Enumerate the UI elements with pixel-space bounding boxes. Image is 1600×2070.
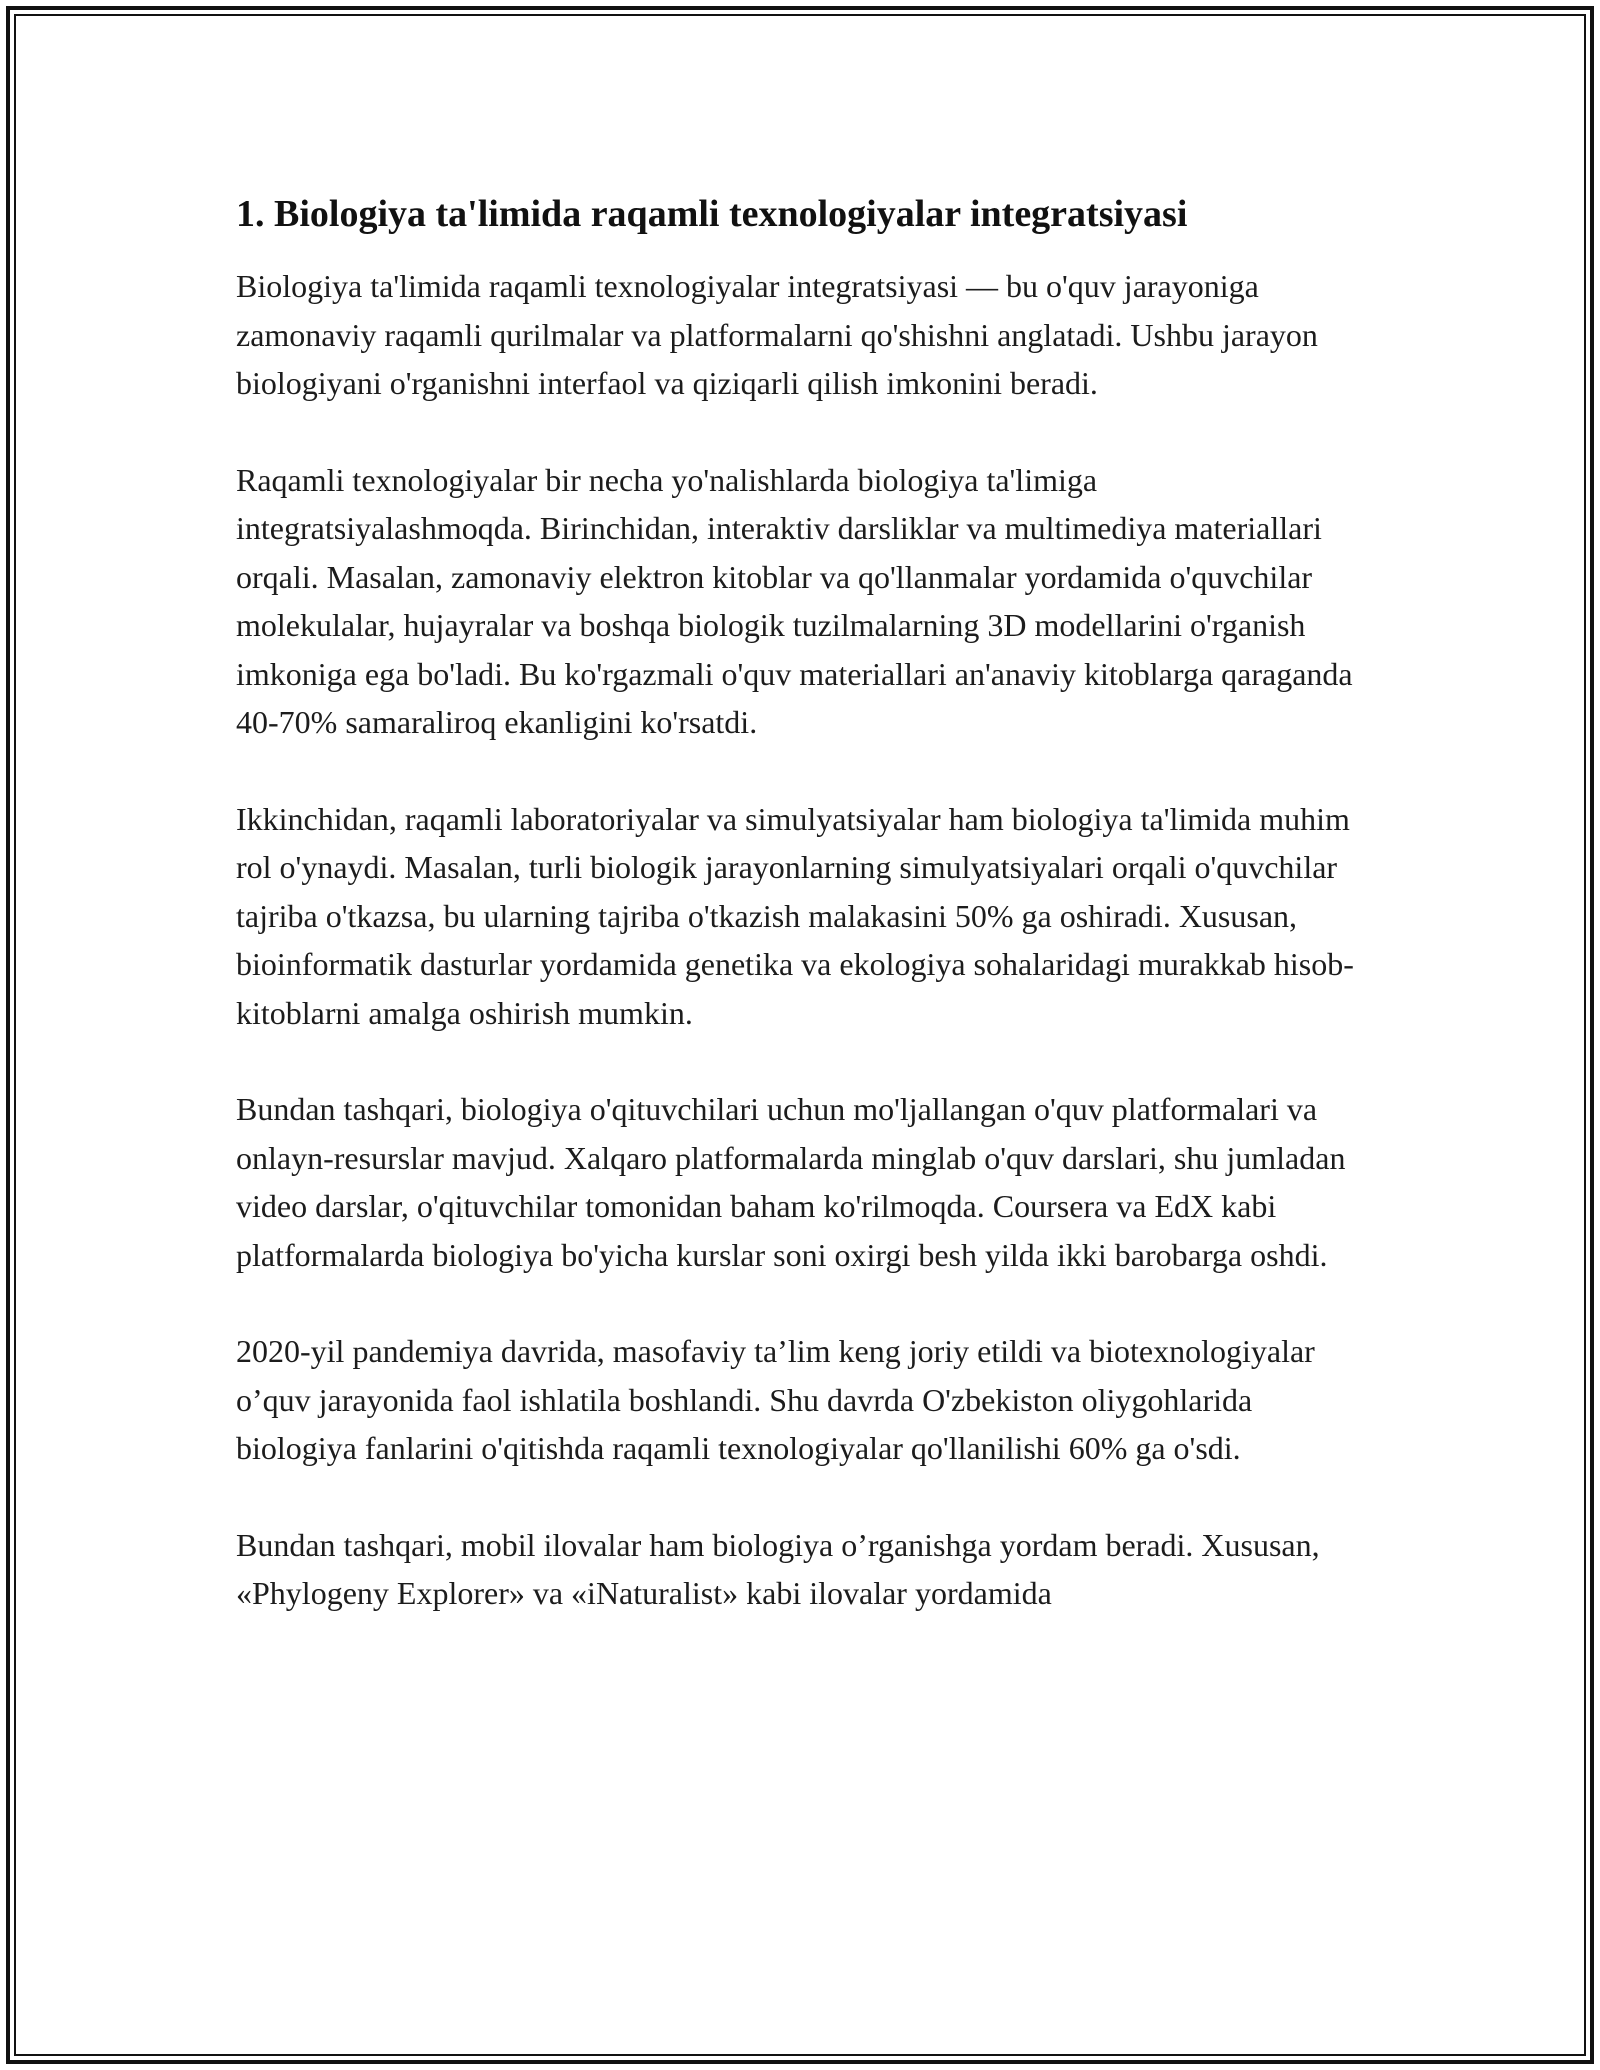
paragraph-digital-labs: Ikkinchidan, raqamli laboratoriyalar va simulyatsiyalar ham biologiya ta'limida muhim rol o'ynaydi. Masalan, turli biologik jarayonlarning simulyatsiyalari orqali o'quvchilar tajriba o'tkazsa, bu ularning tajriba o'tkazish malakasini 50% ga oshiradi. Xususan, bioinformatik dasturlar yordamida genetika va ekologiya sohalaridagi murakkab hisob-kitoblarni amalga oshirish mumkin. xyxy=(236,800,1354,1031)
paragraph-online-platforms: Bundan tashqari, biologiya o'qituvchilari uchun mo'ljallangan o'quv platformalari va onlayn-resurslar mavjud. Xalqaro platformalarda minglab o'quv darslari, shu jumladan video darslar, o'qituvchilar tomonidan baham ko'rilmoqda. Coursera va EdX kabi platformalarda biologiya bo'yicha kurslar soni oxirgi besh yilda ikki barobarga oshdi. xyxy=(236,1091,1346,1273)
paragraph-interactive-materials: Raqamli texnologiyalar bir necha yo'nalishlarda biologiya ta'limiga integratsiyalashmoqda. Birinchidan, interaktiv darsliklar va multimediya materiallari orqali. Masalan, zamonaviy elektron kitoblar va qo'llanmalar yordamida o'quvchilar molekulalar, hujayralar va boshqa biologik tuzilmalarning 3D modellarini o'rganish imkoniga ega bo'ladi. Bu ko'rgazmali o'quv materiallari an'anaviy kitoblarga qaraganda 40-70% samaraliroq ekanligini ko'rsatdi. xyxy=(236,461,1353,740)
paragraph-mobile-apps: Bundan tashqari, mobil ilovalar ham biologiya o’rganishga yordam beradi. Xususan, «Phylogeny Explorer» va «iNaturalist» kabi ilovalar yordamida xyxy=(236,1526,1320,1611)
paragraph-pandemic: 2020-yil pandemiya davrida, masofaviy ta’lim keng joriy etildi va biotexnologiyalar o’quv jarayonida faol ishlatila boshlandi. Shu davrda O'zbekiston oliygohlarida biologiya fanlarini o'qitishda raqamli texnologiyalar qo'llanilishi 60% ga o'sdi. xyxy=(236,1333,1315,1466)
section-heading: 1. Biologiya ta'limida raqamli texnologiyalar integratsiyasi xyxy=(236,193,1188,235)
document-body xyxy=(236,188,1366,1618)
paragraph-intro: Biologiya ta'limida raqamli texnologiyalar integratsiyasi — bu o'quv jarayoniga zamonaviy raqamli qurilmalar va platformalarni qo'shishni anglatadi. Ushbu jarayon biologiyani o'rganishni interfaol va qiziqarli qilish imkonini beradi. xyxy=(236,268,1318,401)
